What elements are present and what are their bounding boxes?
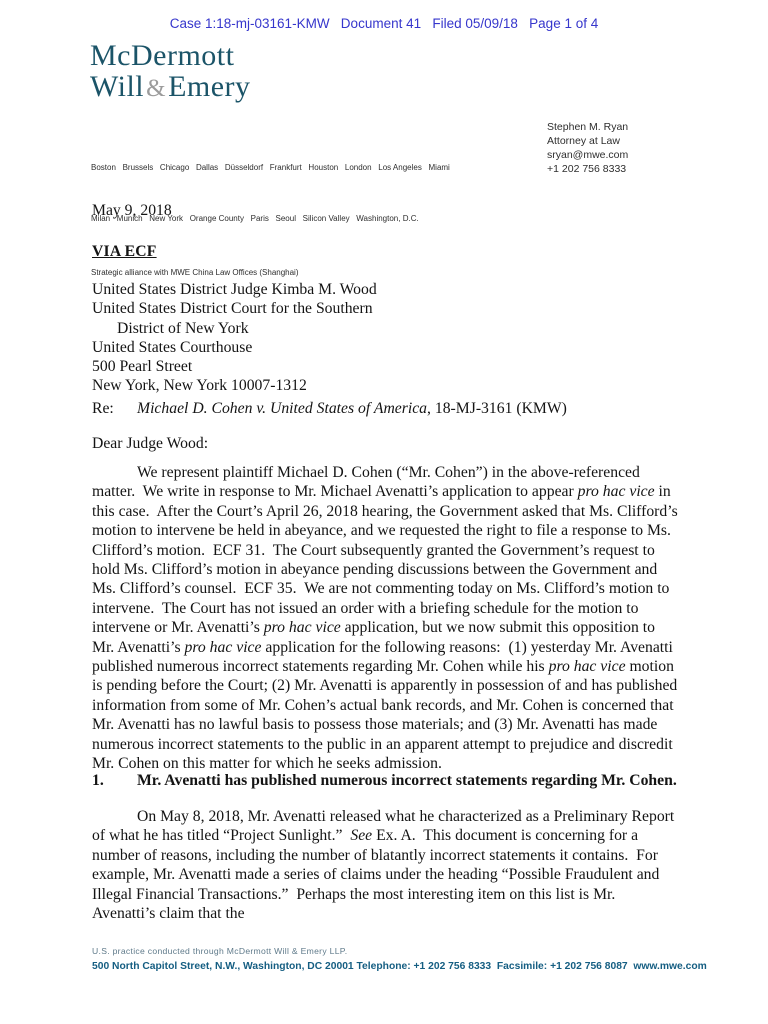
re-line: [92, 399, 678, 418]
firm-logo: [90, 40, 251, 104]
letter-date: May 9, 2018: [92, 202, 172, 219]
section-heading-text: Mr. Avenatti has published numerous incorrect statements regarding Mr. Cohen.: [137, 772, 677, 789]
recipient-line: United States Courthouse: [92, 338, 253, 356]
firm-logo-ampersand: &: [146, 75, 167, 102]
firm-logo-line2: [90, 71, 251, 104]
attorney-phone: +1 202 756 8333: [547, 163, 627, 175]
offices-line-1: Boston Brussels Chicago Dallas Düsseldorf Frankfurt Houston London Los Angeles Miami: [91, 163, 450, 172]
case-caption: Michael D. Cohen v. United States of America, 18-MJ-3161 (KMW): [137, 400, 567, 417]
firm-logo-will: Will: [90, 70, 145, 103]
alliance-note: Strategic alliance with MWE China Law Offices (Shanghai): [91, 268, 299, 277]
body-paragraph-2: On May 8, 2018, Mr. Avenatti released what he characterized as a Preliminary Report of what he has titled “Project Sunlight.” See Ex. A. This document is concerning for a number of reasons, including the number of blatantly incorrect statements it contains. For example, Mr. Avenatti made a series of claims under the heading “Possible Fraudulent and Illegal Financial Transactions.” Perhaps the most interesting item on this list is Mr. Avenatti’s claim that the: [92, 808, 679, 923]
recipient-line: United States District Court for the Southern: [92, 300, 373, 318]
recipient-line: United States District Judge Kimba M. Wood: [92, 281, 377, 298]
recipient-line: New York, New York 10007-1312: [92, 377, 307, 395]
recipient-line: 500 Pearl Street: [92, 358, 193, 376]
firm-logo-line1: McDermott: [90, 39, 235, 72]
case-stamp: Case 1:18-mj-03161-KMW Document 41 Filed 05/09/18 Page 1 of 4: [169, 16, 599, 31]
firm-logo-emery: Emery: [168, 70, 251, 103]
footer-address: 500 North Capitol Street, N.W., Washington, DC 20001 Telephone: +1 202 756 8333 Facsimile: +1 202 756 8087 www.mwe.com: [92, 961, 707, 972]
recipient-line: District of New York: [117, 319, 249, 337]
recipient-address: [92, 280, 678, 396]
body-paragraph-1: We represent plaintiff Michael D. Cohen (“Mr. Cohen”) in the above-referenced matter. We write in response to Mr. Michael Avenatti’s application to appear pro hac vice in this case. After the Court’s April 26, 2018 hearing, the Government asked that Ms. Clifford’s motion to intervene be held in abeyance, and we requested the right to file a response to Ms. Clifford’s motion. ECF 31. The Court subsequently granted the Government’s request to hold Ms. Clifford’s motion in abeyance pending discussions between the Government and Ms. Clifford’s counsel. ECF 35. We are not commenting today on Ms. Clifford’s motion to intervene. The Court has not issued an order with a briefing schedule for the motion to intervene or Mr. Avenatti’s pro hac vice application, but we now submit this opposition to Mr. Avenatti’s pro hac vice application for the following reasons: (1) yesterday Mr. Avenatti published numerous incorrect statements regarding Mr. Cohen while his pro hac vice motion is pending before the Court; (2) Mr. Avenatti is apparently in possession of and has published information from some of Mr. Cohen’s actual bank records, and Mr. Cohen is concerned that Mr. Avenatti has no lawful basis to possess those materials; and (3) Mr. Avenatti has made numerous incorrect statements to the public in an apparent attempt to prejudice and discredit Mr. Cohen on this matter for which he seeks admission.: [92, 464, 682, 773]
footer-disclaimer: U.S. practice conducted through McDermott Will & Emery LLP.: [92, 946, 348, 956]
attorney-contact-block: [547, 120, 628, 176]
attorney-email: sryan@mwe.com: [547, 149, 629, 161]
section-heading-1: [92, 771, 678, 790]
delivery-method: VIA ECF: [92, 243, 157, 260]
attorney-name: Stephen M. Ryan: [547, 121, 629, 133]
attorney-title: Attorney at Law: [547, 135, 620, 147]
offices-line-2: Milan Munich New York Orange County Paris Seoul Silicon Valley Washington, D.C.: [91, 214, 419, 223]
section-heading-number: 1.: [92, 772, 104, 789]
salutation: Dear Judge Wood:: [92, 435, 209, 452]
re-label: Re:: [92, 400, 114, 417]
